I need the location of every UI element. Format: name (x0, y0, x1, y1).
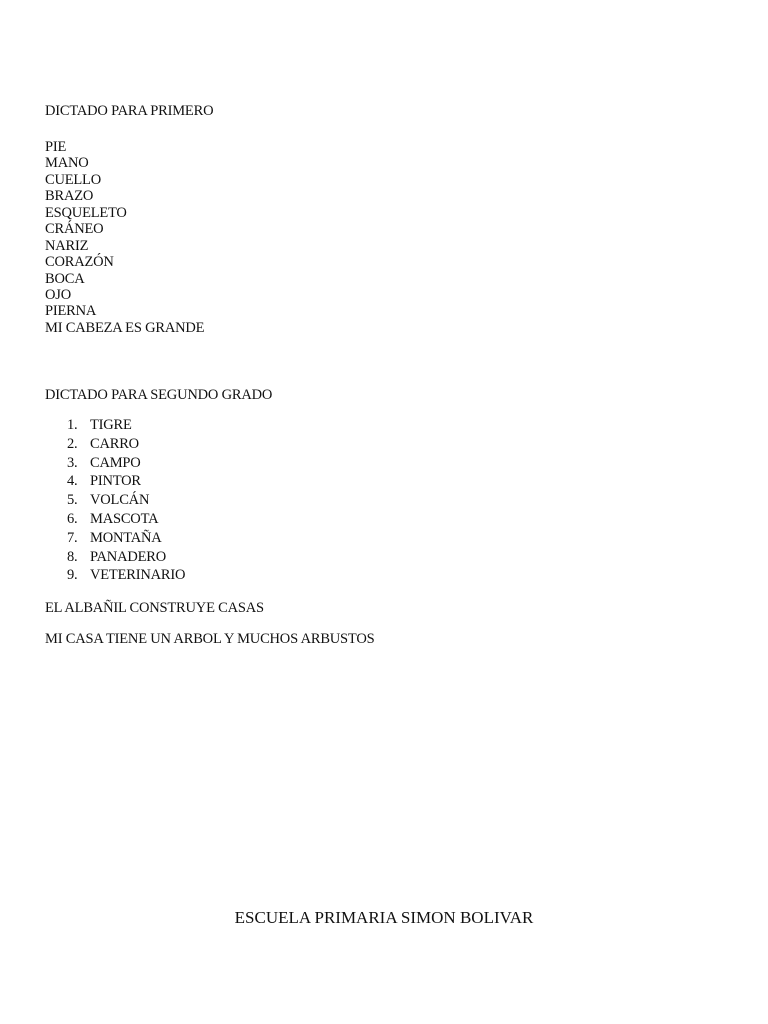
numbered-item (45, 567, 185, 586)
list-item: MI CABEZA ES GRANDE (45, 319, 205, 336)
sentence-albanil: EL ALBAÑIL CONSTRUYE CASAS (45, 600, 264, 616)
item-word: CAMPO (90, 454, 141, 471)
item-number: 2. (67, 435, 78, 452)
item-word: MASCOTA (90, 510, 159, 527)
numbered-item (45, 436, 185, 455)
school-name-footer: ESCUELA PRIMARIA SIMON BOLIVAR (234, 908, 534, 927)
list-item: ESQUELETO (45, 204, 127, 221)
list-item: PIE (45, 139, 67, 155)
item-number: 7. (67, 529, 78, 546)
first-grade-word-list (45, 139, 204, 336)
numbered-item (45, 492, 185, 511)
list-item: CORAZÓN (45, 254, 114, 271)
list-item: MANO (45, 155, 89, 172)
item-word: TIGRE (90, 417, 132, 433)
numbered-item (45, 417, 185, 436)
list-item: CRÁNEO (45, 221, 104, 238)
first-grade-title: DICTADO PARA PRIMERO (45, 103, 214, 119)
numbered-item (45, 549, 185, 568)
list-item: BOCA (45, 270, 85, 287)
item-word: PINTOR (90, 473, 141, 490)
item-number: 8. (67, 548, 78, 565)
item-word: MONTAÑA (90, 529, 162, 546)
item-number: 6. (67, 510, 78, 527)
item-word: CARRO (90, 435, 139, 452)
second-grade-numbered-list (45, 417, 185, 586)
list-item: NARIZ (45, 237, 89, 254)
item-word: PANADERO (90, 548, 167, 565)
item-number: 9. (67, 567, 78, 584)
item-number: 1. (67, 417, 78, 433)
list-item: PIERNA (45, 303, 97, 320)
numbered-item (45, 511, 185, 530)
item-number: 3. (67, 454, 78, 471)
numbered-item (45, 473, 185, 492)
list-item: OJO (45, 286, 71, 303)
list-item: BRAZO (45, 188, 94, 205)
sentence-mi-casa: MI CASA TIENE UN ARBOL Y MUCHOS ARBUSTOS (45, 631, 375, 647)
item-number: 5. (67, 492, 78, 509)
list-item: CUELLO (45, 171, 101, 188)
item-word: VOLCÁN (90, 492, 150, 509)
item-number: 4. (67, 473, 78, 490)
numbered-item (45, 455, 185, 474)
numbered-item (45, 530, 185, 549)
second-grade-title: DICTADO PARA SEGUNDO GRADO (45, 387, 273, 403)
item-word: VETERINARIO (90, 567, 186, 584)
